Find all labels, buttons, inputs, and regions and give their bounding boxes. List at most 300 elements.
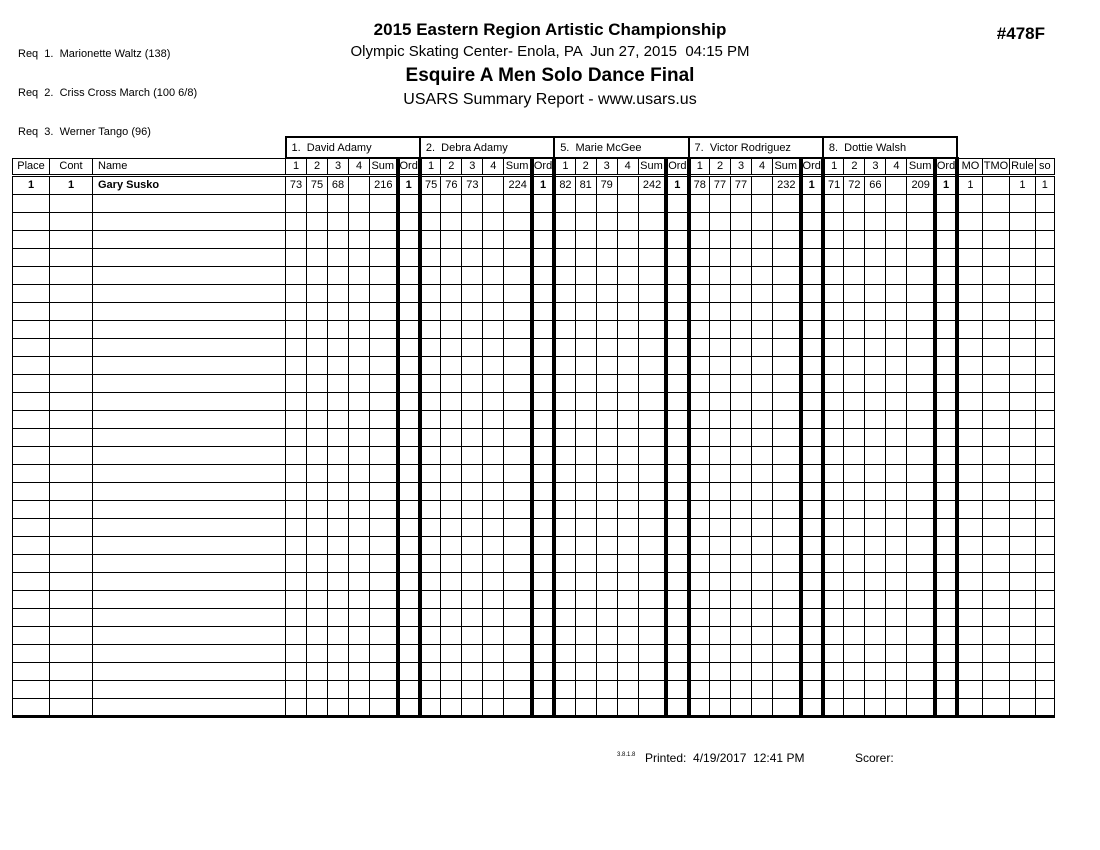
empty-cell (441, 302, 462, 320)
empty-cell (462, 338, 483, 356)
empty-cell (907, 374, 935, 392)
empty-cell (982, 500, 1009, 518)
empty-cell (1035, 284, 1054, 302)
empty-cell (483, 428, 504, 446)
empty-cell (483, 464, 504, 482)
empty-cell (1035, 230, 1054, 248)
empty-ord-cell (801, 248, 823, 266)
empty-ord-cell (532, 320, 554, 338)
empty-cell (957, 284, 982, 302)
empty-cell (617, 230, 638, 248)
empty-ord-cell (666, 428, 688, 446)
empty-cell (1035, 446, 1054, 464)
empty-cell (307, 338, 328, 356)
rule-cell: 1 (1010, 175, 1036, 194)
empty-cell (307, 698, 328, 716)
empty-cell (328, 482, 349, 500)
empty-cell (886, 644, 907, 662)
empty-cell (93, 302, 286, 320)
empty-cell (844, 572, 865, 590)
empty-ord-cell (532, 428, 554, 446)
empty-ord-cell (666, 572, 688, 590)
empty-cell (483, 248, 504, 266)
empty-cell (349, 302, 370, 320)
empty-cell (50, 698, 93, 716)
empty-cell (554, 698, 575, 716)
empty-cell (328, 194, 349, 212)
empty-cell (617, 446, 638, 464)
empty-cell (420, 230, 441, 248)
empty-cell (420, 662, 441, 680)
empty-cell (307, 518, 328, 536)
empty-cell (483, 590, 504, 608)
empty-cell (462, 320, 483, 338)
empty-cell (286, 608, 307, 626)
empty-cell (957, 446, 982, 464)
empty-cell (823, 500, 844, 518)
empty-cell (93, 230, 286, 248)
empty-cell (370, 662, 398, 680)
empty-cell (462, 302, 483, 320)
empty-cell (349, 266, 370, 284)
empty-ord-cell (935, 644, 957, 662)
empty-cell (773, 482, 801, 500)
empty-cell (575, 464, 596, 482)
empty-cell (1010, 590, 1036, 608)
empty-cell (554, 266, 575, 284)
empty-cell (93, 194, 286, 212)
empty-cell (462, 500, 483, 518)
empty-table-row (13, 230, 1055, 248)
empty-cell (865, 662, 886, 680)
empty-cell (554, 212, 575, 230)
empty-cell (982, 302, 1009, 320)
empty-cell (689, 590, 710, 608)
empty-ord-cell (532, 266, 554, 284)
empty-cell (483, 482, 504, 500)
empty-cell (554, 338, 575, 356)
empty-cell (865, 644, 886, 662)
empty-cell (617, 266, 638, 284)
empty-ord-cell (398, 554, 420, 572)
empty-cell (1010, 554, 1036, 572)
judge-header: 2. Debra Adamy (420, 137, 554, 158)
empty-cell (483, 266, 504, 284)
empty-ord-cell (935, 266, 957, 284)
empty-ord-cell (666, 608, 688, 626)
empty-cell (420, 392, 441, 410)
empty-cell (844, 590, 865, 608)
empty-cell (349, 518, 370, 536)
empty-cell (907, 320, 935, 338)
empty-cell (307, 680, 328, 698)
empty-cell (50, 356, 93, 374)
empty-cell (13, 248, 50, 266)
empty-cell (575, 536, 596, 554)
empty-cell (982, 536, 1009, 554)
empty-cell (483, 446, 504, 464)
empty-cell (617, 248, 638, 266)
empty-cell (886, 662, 907, 680)
empty-cell (865, 536, 886, 554)
empty-cell (575, 230, 596, 248)
empty-cell (441, 338, 462, 356)
empty-ord-cell (801, 482, 823, 500)
empty-cell (1010, 680, 1036, 698)
empty-cell (617, 626, 638, 644)
empty-cell (982, 590, 1009, 608)
empty-cell (773, 536, 801, 554)
empty-cell (752, 680, 773, 698)
empty-cell (844, 644, 865, 662)
empty-cell (575, 248, 596, 266)
mark-cell (886, 175, 907, 194)
empty-cell (710, 698, 731, 716)
empty-cell (307, 284, 328, 302)
empty-cell (483, 392, 504, 410)
empty-cell (617, 554, 638, 572)
empty-cell (93, 662, 286, 680)
empty-ord-cell (666, 302, 688, 320)
empty-cell (93, 500, 286, 518)
empty-cell (420, 590, 441, 608)
championship-title: 2015 Eastern Region Artistic Championship (373, 20, 727, 39)
empty-cell (773, 338, 801, 356)
empty-cell (554, 662, 575, 680)
empty-ord-cell (935, 536, 957, 554)
empty-cell (554, 644, 575, 662)
empty-cell (617, 698, 638, 716)
empty-cell (554, 536, 575, 554)
empty-cell (773, 410, 801, 428)
empty-cell (50, 230, 93, 248)
empty-cell (441, 230, 462, 248)
empty-ord-cell (398, 608, 420, 626)
empty-cell (844, 680, 865, 698)
empty-ord-cell (666, 266, 688, 284)
empty-ord-cell (532, 212, 554, 230)
empty-cell (731, 284, 752, 302)
empty-cell (504, 248, 532, 266)
empty-cell (286, 482, 307, 500)
empty-cell (844, 302, 865, 320)
mark-cell: 78 (689, 175, 710, 194)
empty-cell (13, 446, 50, 464)
empty-cell (982, 320, 1009, 338)
empty-cell (823, 698, 844, 716)
empty-cell (773, 284, 801, 302)
empty-cell (370, 374, 398, 392)
empty-cell (420, 464, 441, 482)
empty-cell (752, 392, 773, 410)
empty-cell (638, 212, 666, 230)
empty-cell (865, 698, 886, 716)
empty-cell (907, 590, 935, 608)
empty-cell (483, 194, 504, 212)
empty-cell (370, 356, 398, 374)
empty-cell (554, 374, 575, 392)
empty-cell (328, 698, 349, 716)
empty-cell (1035, 266, 1054, 284)
empty-cell (710, 554, 731, 572)
empty-cell (689, 482, 710, 500)
empty-cell (420, 680, 441, 698)
empty-cell (93, 626, 286, 644)
empty-ord-cell (666, 662, 688, 680)
empty-cell (370, 446, 398, 464)
empty-cell (370, 680, 398, 698)
empty-cell (286, 572, 307, 590)
empty-cell (865, 338, 886, 356)
empty-cell (93, 698, 286, 716)
column-header-2: 2 (844, 158, 865, 175)
empty-cell (441, 626, 462, 644)
empty-cell (1010, 482, 1036, 500)
empty-cell (844, 374, 865, 392)
sum-cell: 209 (907, 175, 935, 194)
empty-cell (752, 212, 773, 230)
empty-cell (1010, 212, 1036, 230)
empty-cell (689, 608, 710, 626)
event-title: Esquire A Men Solo Dance Final (405, 65, 695, 86)
empty-cell (554, 482, 575, 500)
empty-cell (50, 446, 93, 464)
empty-ord-cell (398, 464, 420, 482)
empty-cell (907, 464, 935, 482)
empty-cell (638, 464, 666, 482)
empty-cell (865, 626, 886, 644)
empty-ord-cell (801, 572, 823, 590)
empty-cell (483, 554, 504, 572)
empty-cell (1010, 698, 1036, 716)
empty-cell (575, 572, 596, 590)
empty-cell (731, 392, 752, 410)
empty-ord-cell (532, 536, 554, 554)
empty-ord-cell (935, 194, 957, 212)
empty-cell (370, 500, 398, 518)
empty-ord-cell (801, 464, 823, 482)
empty-cell (1010, 248, 1036, 266)
empty-cell (982, 212, 1009, 230)
empty-cell (617, 410, 638, 428)
empty-cell (50, 536, 93, 554)
empty-cell (1035, 482, 1054, 500)
empty-cell (420, 212, 441, 230)
empty-cell (865, 410, 886, 428)
empty-cell (328, 266, 349, 284)
empty-ord-cell (935, 374, 957, 392)
empty-cell (462, 428, 483, 446)
empty-cell (50, 338, 93, 356)
column-header-sum: Sum (773, 158, 801, 175)
empty-cell (865, 248, 886, 266)
empty-cell (596, 392, 617, 410)
empty-ord-cell (801, 302, 823, 320)
empty-cell (731, 266, 752, 284)
empty-cell (710, 662, 731, 680)
empty-cell (349, 284, 370, 302)
empty-cell (752, 662, 773, 680)
empty-cell (286, 626, 307, 644)
empty-cell (307, 374, 328, 392)
empty-cell (982, 284, 1009, 302)
empty-cell (13, 608, 50, 626)
empty-cell (773, 266, 801, 284)
empty-cell (823, 392, 844, 410)
empty-cell (957, 428, 982, 446)
empty-cell (554, 446, 575, 464)
empty-cell (596, 374, 617, 392)
empty-cell (689, 464, 710, 482)
mark-cell (483, 175, 504, 194)
empty-cell (844, 608, 865, 626)
empty-cell (982, 374, 1009, 392)
empty-cell (13, 662, 50, 680)
empty-cell (731, 482, 752, 500)
empty-ord-cell (532, 284, 554, 302)
empty-cell (370, 428, 398, 446)
empty-cell (596, 284, 617, 302)
empty-cell (689, 698, 710, 716)
empty-ord-cell (801, 518, 823, 536)
so-cell: 1 (1035, 175, 1054, 194)
ord-cell: 1 (532, 175, 554, 194)
empty-cell (773, 698, 801, 716)
empty-cell (617, 428, 638, 446)
empty-cell (617, 464, 638, 482)
mark-cell: 75 (420, 175, 441, 194)
empty-cell (370, 572, 398, 590)
empty-cell (328, 338, 349, 356)
sum-cell: 224 (504, 175, 532, 194)
empty-cell (307, 644, 328, 662)
empty-cell (689, 554, 710, 572)
empty-cell (886, 446, 907, 464)
empty-cell (575, 554, 596, 572)
empty-cell (982, 248, 1009, 266)
empty-cell (752, 374, 773, 392)
empty-cell (982, 194, 1009, 212)
empty-cell (731, 230, 752, 248)
empty-cell (865, 608, 886, 626)
empty-cell (504, 356, 532, 374)
empty-cell (886, 302, 907, 320)
empty-cell (823, 284, 844, 302)
column-header-3: 3 (328, 158, 349, 175)
empty-cell (752, 338, 773, 356)
empty-cell (441, 572, 462, 590)
empty-cell (1035, 338, 1054, 356)
empty-cell (907, 410, 935, 428)
empty-cell (823, 212, 844, 230)
empty-cell (328, 500, 349, 518)
empty-cell (886, 392, 907, 410)
empty-cell (886, 464, 907, 482)
empty-cell (689, 662, 710, 680)
empty-cell (596, 698, 617, 716)
empty-cell (982, 554, 1009, 572)
empty-cell (554, 194, 575, 212)
empty-cell (710, 302, 731, 320)
empty-cell (596, 446, 617, 464)
empty-cell (731, 590, 752, 608)
empty-ord-cell (532, 572, 554, 590)
empty-cell (773, 500, 801, 518)
empty-cell (752, 320, 773, 338)
empty-cell (93, 608, 286, 626)
empty-ord-cell (532, 554, 554, 572)
empty-cell (286, 374, 307, 392)
empty-cell (420, 518, 441, 536)
empty-cell (886, 680, 907, 698)
empty-cell (907, 662, 935, 680)
column-header-so: so (1035, 158, 1054, 175)
empty-cell (638, 392, 666, 410)
empty-cell (752, 536, 773, 554)
empty-cell (13, 626, 50, 644)
empty-cell (1035, 248, 1054, 266)
empty-cell (328, 320, 349, 338)
empty-cell (907, 284, 935, 302)
event-number: #478F (996, 24, 1045, 43)
empty-table-row (13, 662, 1055, 680)
mo-cell: 1 (957, 175, 982, 194)
empty-cell (462, 644, 483, 662)
empty-cell (773, 374, 801, 392)
empty-cell (441, 212, 462, 230)
empty-cell (1010, 644, 1036, 662)
empty-cell (286, 338, 307, 356)
empty-cell (441, 248, 462, 266)
mark-cell (617, 175, 638, 194)
empty-cell (689, 266, 710, 284)
empty-cell (886, 230, 907, 248)
empty-cell (752, 428, 773, 446)
empty-ord-cell (666, 698, 688, 716)
empty-cell (844, 626, 865, 644)
empty-cell (710, 374, 731, 392)
empty-cell (370, 284, 398, 302)
empty-cell (1035, 644, 1054, 662)
empty-cell (50, 266, 93, 284)
mark-cell: 73 (286, 175, 307, 194)
empty-cell (370, 230, 398, 248)
empty-cell (865, 500, 886, 518)
empty-cell (349, 410, 370, 428)
required-dance-line: Req 3. Werner Tango (96) (18, 126, 151, 138)
empty-cell (638, 356, 666, 374)
empty-cell (823, 572, 844, 590)
empty-cell (823, 608, 844, 626)
empty-table-row (13, 446, 1055, 464)
empty-cell (638, 644, 666, 662)
empty-cell (844, 284, 865, 302)
empty-cell (731, 374, 752, 392)
empty-cell (462, 212, 483, 230)
column-header-mo: MO (957, 158, 982, 175)
empty-cell (1010, 626, 1036, 644)
empty-cell (957, 644, 982, 662)
empty-cell (420, 554, 441, 572)
empty-cell (554, 320, 575, 338)
empty-cell (865, 230, 886, 248)
empty-ord-cell (935, 392, 957, 410)
empty-ord-cell (398, 392, 420, 410)
empty-cell (773, 608, 801, 626)
empty-ord-cell (801, 428, 823, 446)
empty-cell (886, 356, 907, 374)
empty-cell (957, 230, 982, 248)
